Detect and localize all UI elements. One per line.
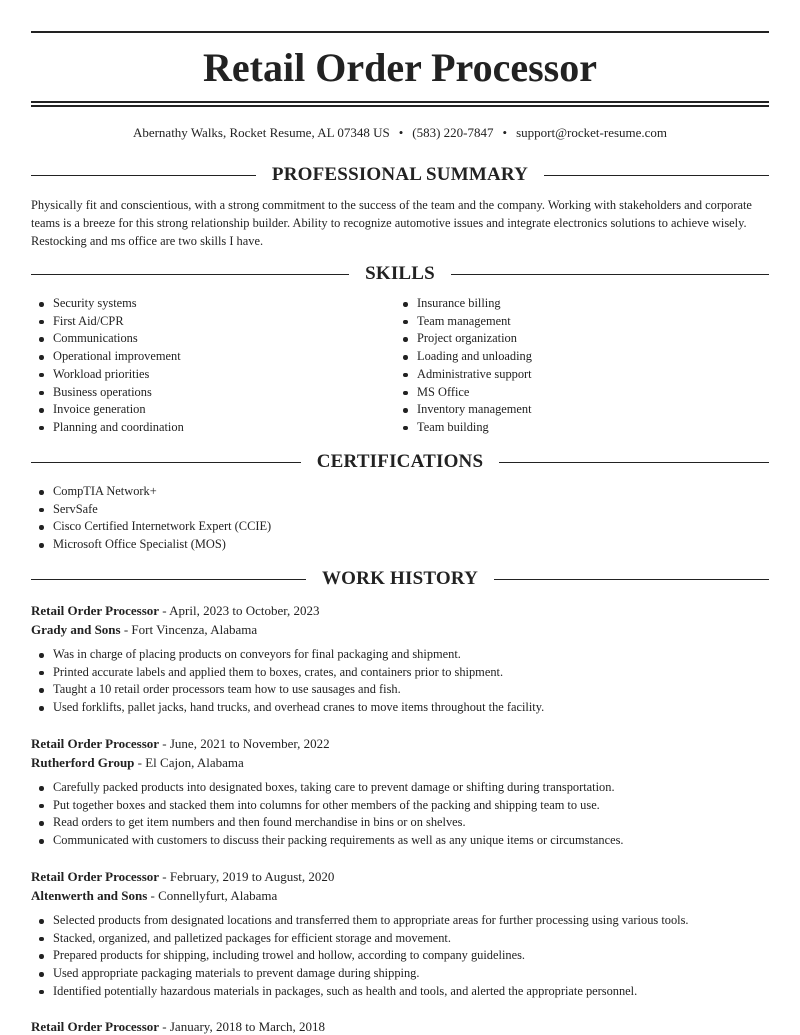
- contact-separator: •: [502, 125, 508, 140]
- job-title: Retail Order Processor: [31, 1019, 160, 1034]
- job-duty-item: Taught a 10 retail order processors team how to use sausages and fish.: [31, 681, 769, 699]
- skill-item: Team management: [395, 313, 755, 331]
- job-duty-item: Used appropriate packaging materials to prevent damage during shipping.: [31, 965, 769, 983]
- summary-heading-label: PROFESSIONAL SUMMARY: [271, 164, 529, 185]
- job-company: Altenwerth and Sons: [31, 888, 148, 903]
- job-duties-list: [31, 912, 769, 1001]
- certifications-heading-label: CERTIFICATIONS: [316, 451, 484, 472]
- summary-heading: [31, 163, 769, 187]
- job-duty-item: Read orders to get item numbers and then found merchandise in bins or on shelves.: [31, 814, 769, 832]
- job-entry: [31, 1017, 769, 1035]
- job-duty-item: Printed accurate labels and applied them to boxes, crates, and containers prior to shipment.: [31, 664, 769, 682]
- job-title: Retail Order Processor: [31, 736, 160, 751]
- job-duty-item: Selected products from designated locations and transferred them to appropriate areas for further processing using various tools.: [31, 912, 769, 930]
- heading-rule-right: [494, 579, 769, 580]
- job-duties-list: [31, 779, 769, 850]
- job-location: - Fort Vincenza, Alabama: [120, 622, 258, 637]
- skills-heading-label: SKILLS: [365, 263, 435, 284]
- skill-item: Workload priorities: [31, 366, 391, 384]
- certification-item: Microsoft Office Specialist (MOS): [31, 536, 731, 554]
- job-company-line: [31, 620, 769, 639]
- job-duty-item: Put together boxes and stacked them into columns for other members of the packing and shipping team to use.: [31, 797, 769, 815]
- job-duty-item: Carefully packed products into designated boxes, taking care to prevent damage or shifting during transportation.: [31, 779, 769, 797]
- contact-address: Abernathy Walks, Rocket Resume, AL 07348 US: [132, 125, 390, 140]
- top-rule: [31, 31, 769, 33]
- job-dates: - January, 2018 to March, 2018: [159, 1019, 325, 1034]
- job-duty-item: Identified potentially hazardous materials in packages, such as health and tools, and alerted the appropriate personnel.: [31, 983, 769, 1001]
- job-title-line: [31, 867, 769, 886]
- job-entry: [31, 867, 769, 1001]
- certifications-list: [31, 483, 731, 554]
- job-company: Grady and Sons: [31, 622, 121, 637]
- contact-email: support@rocket-resume.com: [516, 125, 668, 140]
- certification-item: CompTIA Network+: [31, 483, 731, 501]
- job-title-line: [31, 734, 769, 753]
- heading-rule-left: [31, 462, 301, 463]
- skill-item: Administrative support: [395, 366, 755, 384]
- work-history-heading-label: WORK HISTORY: [321, 568, 479, 589]
- job-title-line: [31, 601, 769, 620]
- job-duty-item: Was in charge of placing products on conveyors for final packaging and shipment.: [31, 646, 769, 664]
- job-company-line: [31, 753, 769, 772]
- heading-rule-right: [499, 462, 769, 463]
- heading-rule-right: [451, 274, 769, 275]
- job-location: - El Cajon, Alabama: [134, 755, 244, 770]
- job-company: Rutherford Group: [31, 755, 135, 770]
- job-dates: - April, 2023 to October, 2023: [159, 603, 320, 618]
- skills-heading: [31, 262, 769, 286]
- heading-rule-left: [31, 579, 306, 580]
- job-title: Retail Order Processor: [31, 869, 160, 884]
- job-title-line: [31, 1017, 769, 1035]
- heading-rule-left: [31, 175, 256, 176]
- work-history-heading: [31, 567, 769, 591]
- contact-line: [31, 124, 769, 142]
- summary-text: Physically fit and conscientious, with a strong commitment to the success of the team and the company. Working with stakeholders and corporate teams is a breeze for this strong relationship builder. Ability to recognize automotive issues and integrate electronics solutions to achieve wisely. Restocking and ms office are two skills I have.: [31, 198, 752, 248]
- skill-item: Team building: [395, 419, 755, 437]
- job-dates: - February, 2019 to August, 2020: [159, 869, 335, 884]
- skill-item: Business operations: [31, 384, 391, 402]
- skill-item: Planning and coordination: [31, 419, 391, 437]
- skill-item: Loading and unloading: [395, 348, 755, 366]
- resume-title: Retail Order Processor: [203, 45, 597, 90]
- contact-phone: (583) 220-7847: [412, 125, 494, 140]
- job-duties-list: [31, 646, 769, 717]
- job-company-line: [31, 886, 769, 905]
- skill-item: Communications: [31, 330, 391, 348]
- skill-item: Inventory management: [395, 401, 755, 419]
- certification-item: Cisco Certified Internetwork Expert (CCIE): [31, 518, 731, 536]
- certifications-heading: [31, 450, 769, 474]
- title-double-rule: [31, 101, 769, 107]
- skill-item: First Aid/CPR: [31, 313, 391, 331]
- skill-item: Invoice generation: [31, 401, 391, 419]
- job-entry: [31, 734, 769, 850]
- job-duty-item: Used forklifts, pallet jacks, hand trucks, and overhead cranes to move items throughout the facility.: [31, 699, 769, 717]
- contact-separator: •: [398, 125, 404, 140]
- skill-item: MS Office: [395, 384, 755, 402]
- skill-item: Insurance billing: [395, 295, 755, 313]
- job-title: Retail Order Processor: [31, 603, 160, 618]
- job-entry: [31, 601, 769, 717]
- job-dates: - June, 2021 to November, 2022: [159, 736, 330, 751]
- job-duty-item: Prepared products for shipping, including trowel and hollow, according to company guidelines.: [31, 947, 769, 965]
- job-location: - Connellyfurt, Alabama: [147, 888, 278, 903]
- skill-item: Security systems: [31, 295, 391, 313]
- job-duty-item: Communicated with customers to discuss their packing requirements as well as any unique items or circumstances.: [31, 832, 769, 850]
- heading-rule-right: [544, 175, 769, 176]
- job-duty-item: Stacked, organized, and palletized packages for efficient storage and movement.: [31, 930, 769, 948]
- skill-item: Project organization: [395, 330, 755, 348]
- skills-list-right: [395, 295, 755, 437]
- certification-item: ServSafe: [31, 501, 731, 519]
- heading-rule-left: [31, 274, 349, 275]
- skill-item: Operational improvement: [31, 348, 391, 366]
- skills-list-left: [31, 295, 391, 437]
